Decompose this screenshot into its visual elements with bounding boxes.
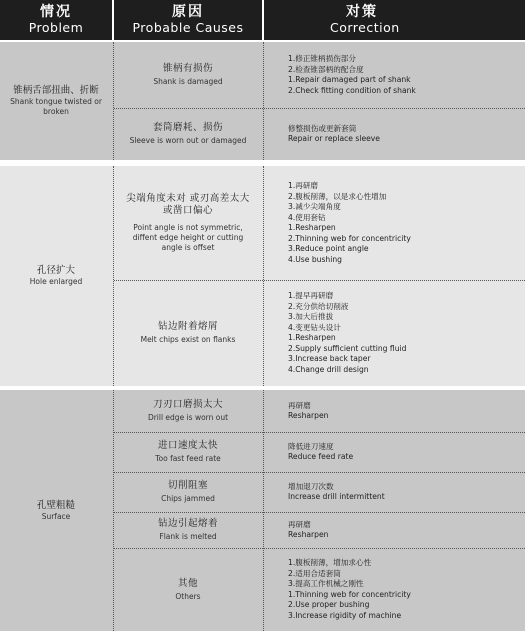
cause-cn: 切削阻塞 [167, 480, 208, 491]
correction-en-line: Resharpen [288, 411, 329, 420]
header-problem-cn: 情况 [40, 4, 72, 20]
problem-section [0, 42, 525, 160]
correction-cn-line: 1.修正锥柄损伤部分 [288, 54, 356, 63]
header-problem [0, 0, 112, 40]
correction-en-line: 1.Resharpen [288, 223, 336, 232]
cause-en: Shank is damaged [153, 77, 223, 86]
correction-cell [264, 432, 525, 472]
header-cause [114, 0, 262, 40]
correction-en-line: Repair or replace sleeve [288, 134, 380, 143]
correction-cell [264, 472, 525, 512]
problem-cell [0, 166, 112, 386]
correction-en-line: 4.Change drill design [288, 364, 369, 374]
cause-cn: 套筒磨耗、损伤 [152, 122, 223, 133]
correction-cn-line: 再研磨 [288, 519, 311, 529]
problem-cn: 锥柄舌部扭曲、折断 [13, 85, 99, 96]
cause-cn: 锥柄有损伤 [162, 63, 213, 74]
cause-en: Melt chips exist on flanks [140, 335, 236, 344]
correction-cn-line: 4.使用套钻 [288, 212, 326, 222]
correction-cn-line: 3.加大后推拔 [288, 312, 334, 321]
correction-en-line: 2.Use proper bushing [288, 600, 370, 609]
cause-en: Too fast feed rate [155, 454, 221, 463]
cause-cell [114, 472, 262, 512]
problem-section [0, 390, 525, 631]
header-correction [264, 0, 525, 40]
correction-cn-line: 修整损伤或更新套筒 [288, 123, 357, 133]
correction-cn-line: 1.提早再研磨 [288, 291, 334, 300]
correction-cell [264, 512, 525, 548]
correction-cn-line: 3.减少尖端角度 [288, 202, 341, 211]
correction-cell [264, 548, 525, 631]
problem-cell [0, 42, 112, 160]
cause-en: Sleeve is worn out or damaged [129, 136, 247, 145]
correction-cn-line: 增加退刀次数 [288, 481, 334, 491]
cause-en: Chips jammed [161, 494, 215, 503]
problem-cell [0, 390, 112, 631]
cause-cell [114, 512, 262, 548]
cause-cell [114, 42, 262, 108]
problem-cn: 孔径扩大 [36, 265, 75, 276]
correction-cn-line: 2.充分供给切削液 [288, 301, 349, 311]
correction-en-line: Resharpen [288, 530, 329, 539]
correction-en-line: 2.Check fitting condition of shank [288, 85, 416, 95]
cause-cn: 进口速度太快 [157, 440, 218, 451]
correction-en-line: 3.Increase rigidity of machine [288, 610, 402, 620]
cause-cell [114, 280, 262, 386]
problem-en: Surface [41, 511, 71, 521]
header-cause-cn: 原因 [172, 4, 204, 20]
cause-cn: 刀刃口磨损太大 [152, 399, 223, 410]
cause-cell [114, 108, 262, 160]
header-correction-cn: 对策 [346, 4, 378, 20]
problem-section [0, 166, 525, 386]
cause-cn: 尖端角度未对 或刃高差太大或凿口偏心 [126, 193, 250, 216]
cause-cn: 其他 [177, 577, 198, 589]
correction-cn-line: 1.腹板削薄，增加求心性 [288, 558, 372, 567]
problem-en: Shank tongue twisted or broken [10, 97, 102, 116]
cause-cell [114, 548, 262, 631]
correction-en-line: Increase drill intermittent [288, 492, 385, 501]
correction-cell [264, 42, 525, 108]
cause-cn: 钻边附着熔屑 [157, 321, 218, 332]
correction-en-line: 2.Supply sufficient cutting fluid [288, 343, 407, 353]
correction-en-line: 3.Reduce point angle [288, 244, 369, 253]
correction-cn-line: 2.腹板削薄，以是求心性增加 [288, 191, 387, 201]
correction-en-line: 3.Increase back taper [288, 354, 371, 363]
cause-en: Drill edge is worn out [147, 413, 229, 422]
correction-cell [264, 280, 525, 386]
correction-cn-line: 3.提高工作机械之刚性 [288, 579, 364, 588]
header-correction-en: Correction [330, 20, 400, 35]
correction-cn-line: 1.再研磨 [288, 181, 319, 190]
correction-en-line: Reduce feed rate [288, 452, 354, 461]
correction-en-line: 1.Resharpen [288, 333, 336, 342]
correction-en-line: 1.Thinning web for concentricity [288, 589, 411, 599]
correction-cell [264, 390, 525, 432]
correction-en-line: 4.Use bushing [288, 254, 342, 264]
correction-cell [264, 166, 525, 280]
correction-cn-line: 2.适用合适套筒 [288, 568, 341, 578]
cause-cell [114, 432, 262, 472]
correction-en-line: 2.Thinning web for concentricity [288, 233, 411, 243]
correction-cn-line: 再研磨 [288, 400, 311, 410]
header-problem-en: Problem [28, 20, 84, 35]
header-cause-en: Probable Causes [132, 20, 244, 35]
cause-en: Others [175, 591, 201, 601]
correction-cn-line: 降低进刀速度 [288, 441, 334, 451]
correction-cell [264, 108, 525, 160]
problem-en: Hole enlarged [29, 277, 83, 286]
problem-cn: 孔壁粗糙 [36, 499, 75, 511]
cause-cell [114, 390, 262, 432]
cause-en: Flank is melted [159, 532, 217, 541]
correction-cn-line: 2.检查锥部柄的配合度 [288, 64, 364, 74]
cause-cell [114, 166, 262, 280]
correction-cn-line: 4.变更钻头设计 [288, 322, 341, 332]
correction-en-line: 1.Repair damaged part of shank [288, 75, 411, 84]
cause-en: Point angle is not symmetric, diffent edge height or cutting angle is offset [132, 223, 244, 252]
cause-cn: 钻边引起熔着 [157, 518, 218, 529]
